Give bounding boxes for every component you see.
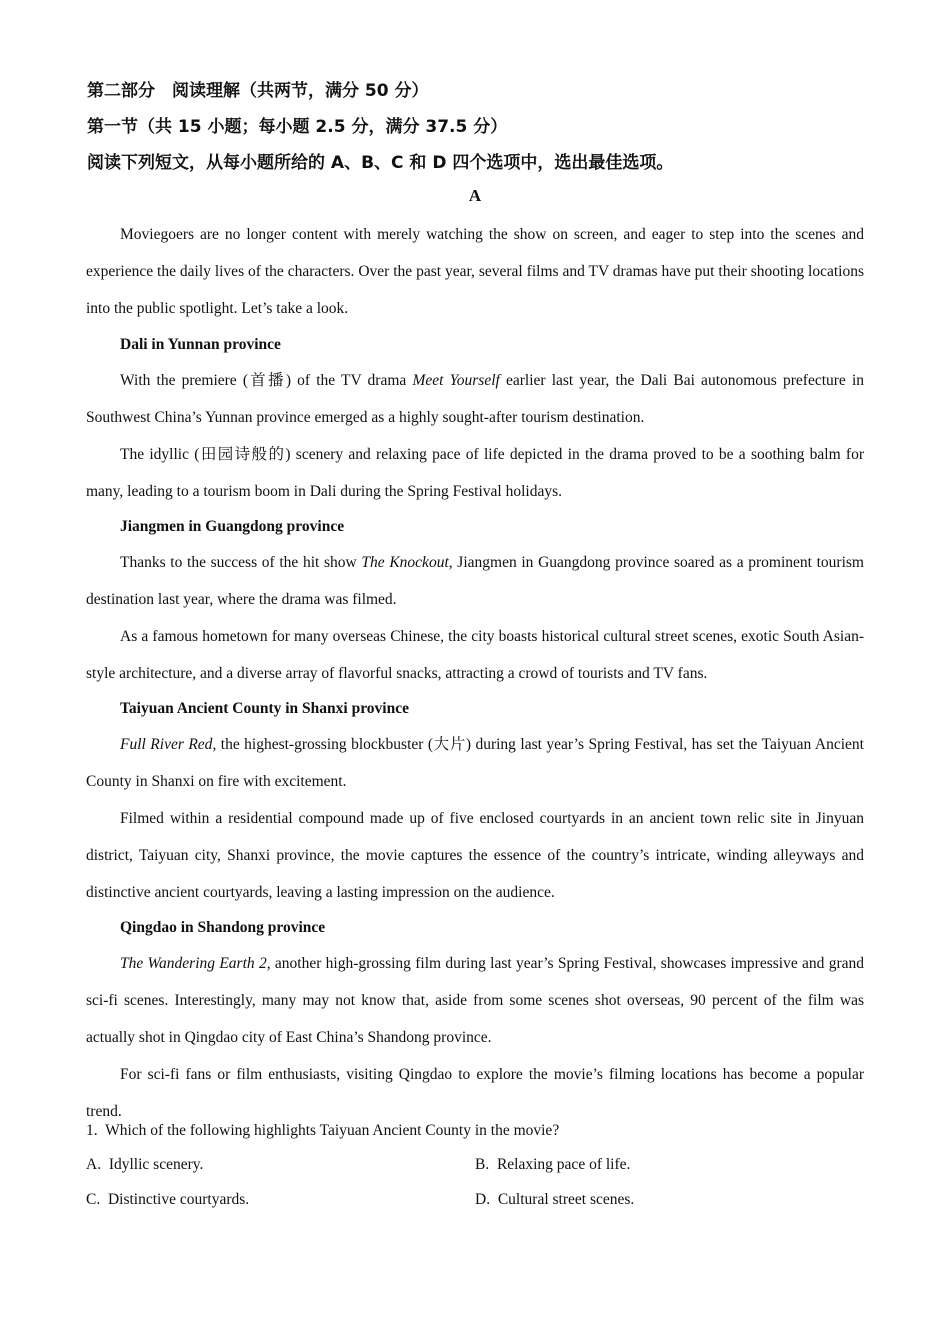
taiyuan-text-after: , the highest-grossing blockbuster (大片) during last year’s Spring Festival, has set the Taiyuan Ancient County in Shanxi on fire with excitement.: [86, 736, 864, 790]
intro-paragraph: Moviegoers are no longer content with merely watching the show on screen, and eager to step into the scenes and experience the daily lives of the characters. Over the past year, several films and TV dramas have put their shooting locations into the public spotlight. Let’s take a look.: [86, 226, 864, 317]
option-letter: D.: [475, 1191, 491, 1208]
option-d[interactable]: [475, 1183, 634, 1217]
subheading-dali: Dali in Yunnan province: [120, 336, 281, 353]
passage-body: [86, 216, 864, 1130]
qingdao-paragraph-1: [86, 945, 864, 1056]
jiangmen-paragraph-2: As a famous hometown for many overseas Chinese, the city boasts historical cultural street scenes, exotic South Asian-style architecture, and a diverse array of flavorful snacks, attracting a crowd of tourists and TV fans.: [86, 628, 864, 682]
dali-paragraph-1: [86, 362, 864, 436]
option-a[interactable]: [86, 1148, 203, 1182]
option-letter: C.: [86, 1191, 101, 1208]
drama-title-meet-yourself: Meet Yourself: [412, 372, 500, 389]
option-text: Distinctive courtyards.: [107, 1191, 250, 1208]
jiangmen-paragraph-1: [86, 544, 864, 618]
show-title-the-knockout: The Knockout: [361, 554, 449, 571]
subheading-taiyuan: Taiyuan Ancient County in Shanxi province: [120, 700, 409, 717]
option-b[interactable]: [475, 1148, 630, 1182]
jiangmen-text-before: Thanks to the success of the hit show: [120, 554, 362, 571]
option-letter: A.: [86, 1156, 102, 1173]
subheading-qingdao: Qingdao in Shandong province: [120, 919, 326, 936]
dali-paragraph-2: The idyllic (田园诗般的) scenery and relaxing pace of life depicted in the drama proved to be a soothing balm for many, leading to a tourism boom in Dali during the Spring Festival holidays.: [86, 446, 864, 500]
part-title: 第二部分 阅读理解（共两节，满分 50 分）: [87, 81, 429, 101]
question-number: 1.: [86, 1122, 98, 1139]
qingdao-paragraph-2: For sci-fi fans or film enthusiasts, visiting Qingdao to explore the movie’s filming locations has become a popular trend.: [86, 1066, 864, 1120]
passage-letter: A: [468, 186, 482, 205]
taiyuan-paragraph-1: [86, 726, 864, 800]
jiangmen-text-after: , Jiangmen in Guangdong province soared as a prominent tourism destination last year, where the drama was filmed.: [86, 554, 864, 608]
section-title: 第一节（共 15 小题；每小题 2.5 分，满分 37.5 分）: [87, 117, 508, 137]
taiyuan-paragraph-2: Filmed within a residential compound made up of five enclosed courtyards in an ancient town relic site in Jinyuan district, Taiyuan city, Shanxi province, the movie captures the essence of the country’s intricate, winding alleyways and distinctive ancient courtyards, leaving a lasting impression on the audience.: [86, 810, 864, 901]
option-text: Relaxing pace of life.: [496, 1156, 631, 1173]
dali-text-before: With the premiere (首播) of the TV drama: [120, 372, 413, 389]
option-c[interactable]: [86, 1183, 249, 1217]
qingdao-text-after: , another high-grossing film during last year’s Spring Festival, showcases impressive and grand sci-fi scenes. Interestingly, many may not know that, aside from some scenes shot overseas, 90 percent of the film was actually shot in Qingdao city of East China’s Shandong province.: [86, 955, 864, 1046]
option-text: Cultural street scenes.: [497, 1191, 635, 1208]
question-text: Which of the following highlights Taiyuan Ancient County in the movie?: [105, 1122, 560, 1139]
film-title-wandering-earth-2: The Wandering Earth 2: [120, 955, 267, 972]
instruction-text: 阅读下列短文，从每小题所给的 A、B、C 和 D 四个选项中，选出最佳选项。: [87, 153, 674, 173]
question-1: [86, 1114, 864, 1148]
option-letter: B.: [475, 1156, 490, 1173]
film-title-full-river-red: Full River Red: [120, 736, 213, 753]
dali-text-after: earlier last year, the Dali Bai autonomous prefecture in Southwest China’s Yunnan province emerged as a highly sought-after tourism destination.: [86, 372, 865, 426]
option-text: Idyllic scenery.: [108, 1156, 204, 1173]
subheading-jiangmen: Jiangmen in Guangdong province: [120, 518, 345, 535]
